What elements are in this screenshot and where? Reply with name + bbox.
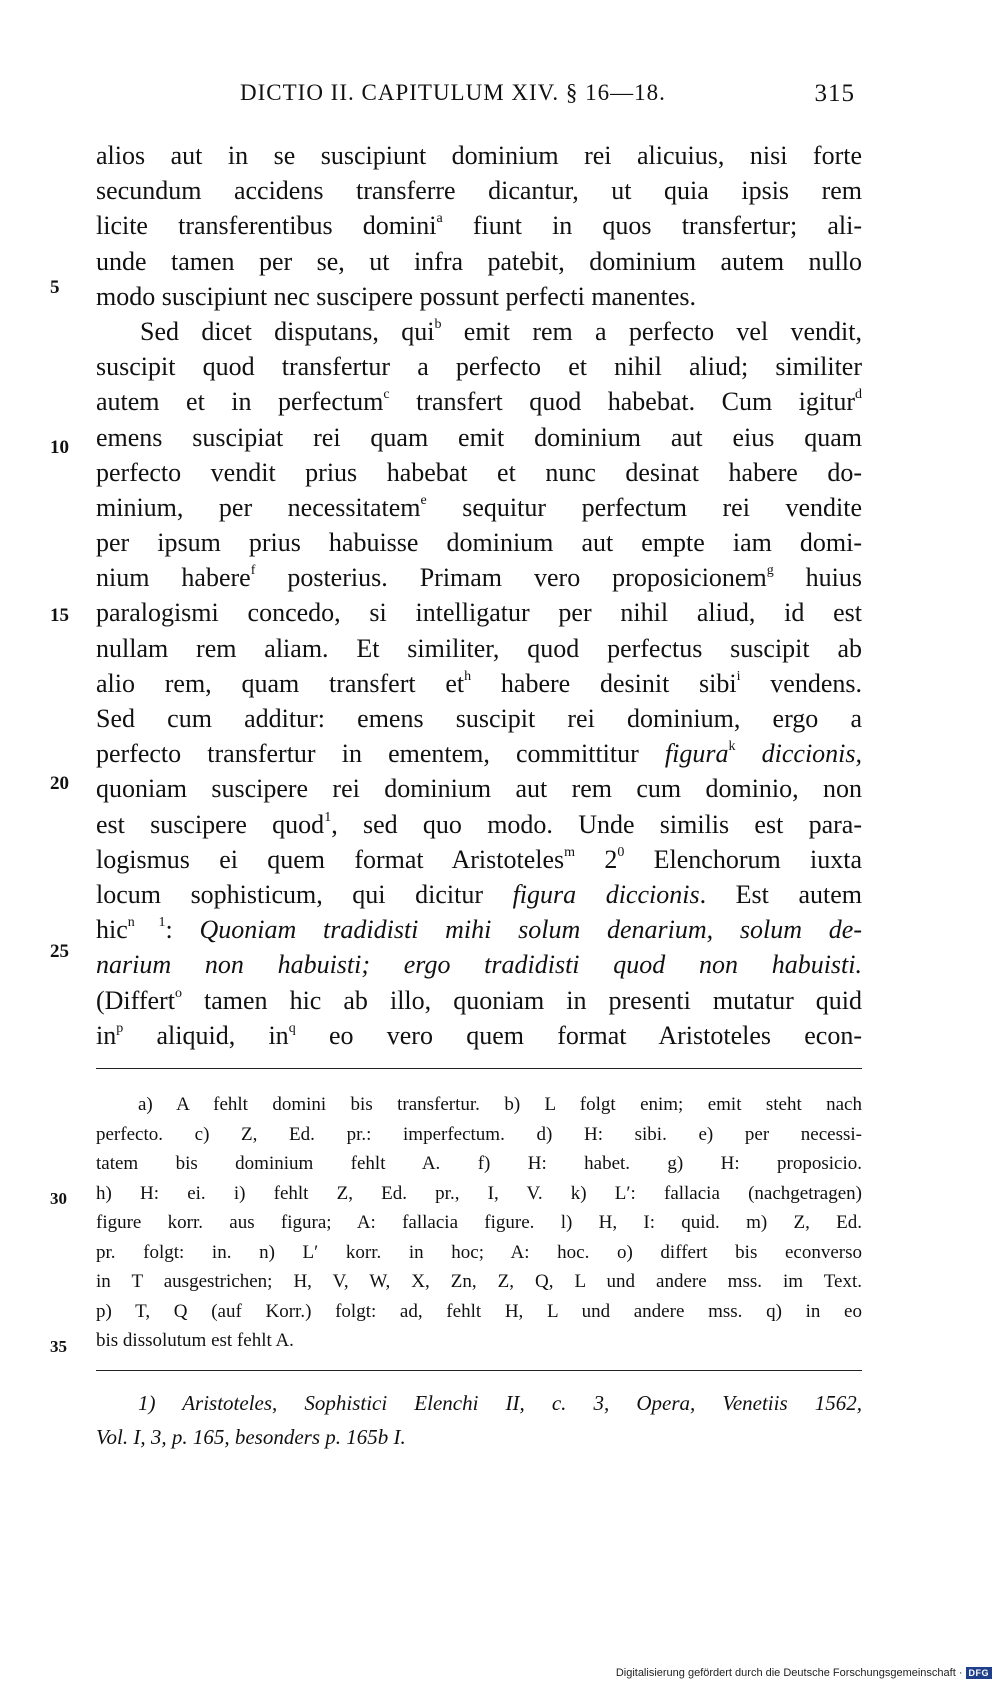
footnote-line: 1) Aristoteles, Sophistici Elenchi II, c. 3, Opera, Venetiis 1562, xyxy=(138,1391,862,1415)
text-line: logismus ei quem format Aristoteles$^m$ $2^0$ Elenchorum iuxta xyxy=(96,844,863,874)
text-line: per ipsum prius habuisse dominium aut empte iam domi- xyxy=(96,528,862,558)
text-line: Sed cum additur: emens suscipit rei dominium, ergo a xyxy=(96,704,862,733)
text-line: secundum accidens transferre dicantur, ut quia ipsis rem xyxy=(96,176,862,206)
credit-text: Digitalisierung gefördert durch die Deutsche Forschungsgemeinschaft · xyxy=(615,1667,963,1679)
footnote-rule xyxy=(96,1370,862,1371)
critical-apparatus xyxy=(96,1090,862,1356)
apparatus-line: bis dissolutum est fehlt A. xyxy=(96,1330,294,1351)
text-line: modo suscipiunt nec suscipere possunt perfecti manentes. xyxy=(96,281,697,311)
apparatus-line: tatem bis dominium fehlt A. f) H: habet. g) H: proposicio. xyxy=(96,1153,862,1174)
text-line: Sed dicet disputans, qui$^b$ emit rem a perfecto vel vendit, xyxy=(140,316,862,346)
text-line: quoniam suscipere rei dominium aut rem cum dominio, non xyxy=(96,774,862,804)
text-line: unde tamen per se, ut infra patebit, dominium autem nullo xyxy=(96,246,862,276)
text-line: perfecto transfertur in ementem, committitur figura$^k$ diccionis, xyxy=(96,739,863,769)
apparatus-rule xyxy=(96,1068,862,1069)
apparatus-line: in T ausgestrichen; H, V, W, X, Zn, Z, Q, L und andere mss. im Text. xyxy=(96,1271,862,1292)
text-line: paralogismi concedo, si intelligatur per nihil aliud, id est xyxy=(96,598,862,628)
digitization-credit xyxy=(616,1667,992,1679)
apparatus-line: figure korr. aus figura; A: fallacia figure. l) H, I: quid. m) Z, Ed. xyxy=(96,1212,862,1233)
footnote xyxy=(96,1386,862,1454)
line-number: 10 xyxy=(50,437,69,458)
running-head-title: DICTIO II. CAPITULUM XIV. § 16—18. xyxy=(240,80,666,105)
text-line: suscipit quod transfertur a perfecto et nihil aliud; similiter xyxy=(96,352,862,382)
text-line: alio rem, quam transfert $et^h$ habere desinit sibi$^i$ vendens. xyxy=(96,668,862,698)
text-line: locum sophisticum, qui dicitur figura diccionis. Est autem xyxy=(96,879,862,909)
page-number: 315 xyxy=(814,80,855,107)
text-line: (Differt$^o$ tamen hic ab illo, quoniam in presenti mutatur quid xyxy=(96,985,862,1015)
apparatus-line: pr. folgt: in. n) L′ korr. in hoc; A: hoc. o) differt bis econverso xyxy=(96,1241,862,1263)
apparatus-line: h) H: ei. i) fehlt Z, Ed. pr., I, V. k) L′: fallacia (nachgetragen) xyxy=(96,1182,862,1204)
text-line: $in^p$ aliquid, $in^q$ eo vero quem format Aristoteles econ- xyxy=(96,1020,862,1050)
line-number: 20 xyxy=(50,773,69,794)
main-text xyxy=(96,138,862,1053)
apparatus-line: perfecto. c) Z, Ed. pr.: imperfectum. d) H: sibi. e) per necessi- xyxy=(96,1123,862,1145)
text-line: perfecto vendit prius habebat et nunc desinat habere do- xyxy=(96,457,862,487)
apparatus-line: p) T, Q (auf Korr.) folgt: ad, fehlt H, L und andere mss. q) in eo xyxy=(96,1300,862,1322)
line-number: 15 xyxy=(50,605,69,626)
line-number: 25 xyxy=(50,941,69,962)
text-line: licite transferentibus domini$^a$ fiunt in quos transfertur; ali- xyxy=(96,211,862,241)
text-line: nium habere$^f$ posterius. Primam vero proposicionem$^g$ huius xyxy=(96,563,862,593)
text-line: narium non habuisti; ergo tradidisti quod non habuisti. xyxy=(96,950,862,980)
text-line: est suscipere quod$^1$, sed quo modo. Unde similis est para- xyxy=(96,809,862,839)
text-line: emens suscipiat rei quam emit dominium aut eius quam xyxy=(96,422,862,452)
line-number: 30 xyxy=(50,1189,67,1208)
text-line: minium, per necessitatem$^e$ sequitur perfectum rei vendite xyxy=(96,492,862,522)
text-line: nullam rem aliam. Et similiter, quod perfectus suscipit ab xyxy=(96,633,862,663)
text-line: autem et in perfectum$^c$ transfert quod habebat. Cum igitur$^d$ xyxy=(96,387,862,417)
running-head xyxy=(240,74,860,114)
line-number: 35 xyxy=(50,1337,67,1356)
text-line: hic$^{n 1}$: Quoniam tradidisti mihi solum denarium, solum de- xyxy=(96,915,862,945)
line-number: 5 xyxy=(50,277,60,298)
apparatus-line: a) A fehlt domini bis transfertur. b) L folgt enim; emit steht nach xyxy=(138,1094,862,1115)
footnote-line: Vol. I, 3, p. 165, besonders p. 165b I. xyxy=(96,1425,406,1449)
text-line: alios aut in se suscipiunt dominium rei alicuius, nisi forte xyxy=(96,141,862,170)
dfg-logo-icon: DFG xyxy=(966,1667,993,1679)
